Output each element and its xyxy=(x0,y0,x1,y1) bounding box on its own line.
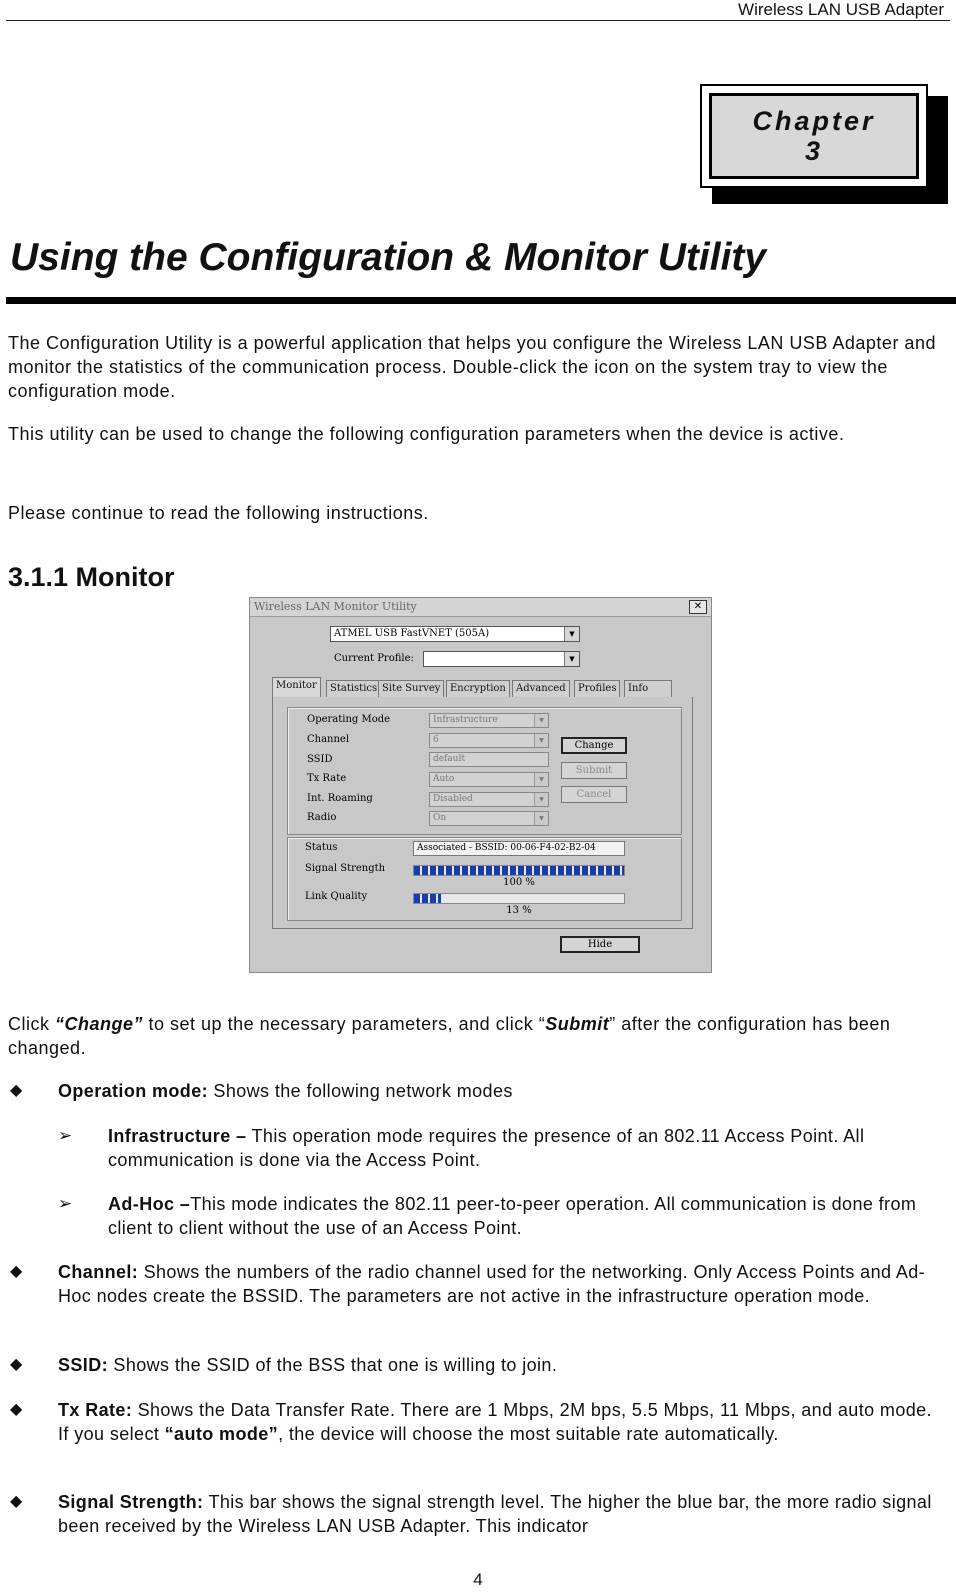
note-text: ” after the configuration has been changed. xyxy=(8,1014,891,1058)
diamond-bullet-icon: ◆ xyxy=(10,1356,23,1373)
intro-paragraph: This utility can be used to change the following configuration parameters when the device is active. xyxy=(8,424,845,444)
profile-label: Current Profile: xyxy=(334,653,414,664)
radio-select[interactable] xyxy=(429,811,549,826)
item-text: Shows the Data Transfer Rate. There are 1 Mbps, 2M bps, 5.5 Mbps, 11 Mbps, and auto mode. If you select xyxy=(58,1400,932,1444)
chevron-down-icon: ▼ xyxy=(534,714,548,727)
tab-info[interactable]: Info xyxy=(624,680,672,697)
close-icon[interactable]: ✕ xyxy=(689,600,707,614)
item-text: This mode indicates the 802.11 peer-to-peer operation. All communication is done from client to client without the use of an Access Point. xyxy=(108,1194,917,1238)
item-text: Shows the numbers of the radio channel used for the networking. Only Access Points and Ad-Hoc nodes create the BSSID. The parameters are not active in the infrastructure operation mode. xyxy=(58,1262,926,1306)
intro-paragraph: The Configuration Utility is a powerful application that helps you configure the Wireless LAN USB Adapter and monitor the statistics of the communication process. Double-click the icon on the system tray to view the configuration mode. xyxy=(8,333,936,401)
field-label: Tx Rate xyxy=(307,773,347,784)
item-term: SSID: xyxy=(58,1355,109,1375)
tx-rate-select[interactable] xyxy=(429,772,549,787)
link-label: Link Quality xyxy=(305,891,368,902)
monitor-panel xyxy=(272,697,693,929)
item-term: Channel: xyxy=(58,1262,139,1282)
click-note xyxy=(8,1012,938,1060)
chevron-down-icon: ▼ xyxy=(564,627,579,641)
item-text: This operation mode requires the presence of an 802.11 Access Point. All communication is done via the Access Point. xyxy=(108,1126,865,1170)
note-text: to set up the necessary parameters, and click “ xyxy=(143,1014,546,1034)
item-term: Infrastructure – xyxy=(108,1126,247,1146)
status-value: Associated - BSSID: 00-06-F4-02-B2-04 xyxy=(413,841,625,856)
channel-select[interactable] xyxy=(429,733,549,748)
chapter-word: Chapter xyxy=(752,106,876,136)
tab-advanced[interactable]: Advanced xyxy=(512,680,570,697)
window-title: Wireless LAN Monitor Utility xyxy=(254,600,417,613)
diamond-bullet-icon: ◆ xyxy=(10,1082,23,1099)
item-term: Ad-Hoc – xyxy=(108,1194,191,1214)
chevron-down-icon: ▼ xyxy=(534,773,548,786)
note-text: Click xyxy=(8,1014,55,1034)
note-submit-term: Submit xyxy=(545,1014,610,1034)
signal-percent: 100 % xyxy=(503,877,535,888)
field-value: 6 xyxy=(433,735,439,745)
chevron-down-icon: ▼ xyxy=(534,793,548,806)
page-number: 4 xyxy=(473,1570,483,1589)
tab-encryption[interactable]: Encryption xyxy=(446,680,510,697)
diamond-bullet-icon: ◆ xyxy=(10,1493,23,1510)
link-percent: 13 % xyxy=(506,905,532,916)
item-text: , the device will choose the most suitable rate automatically. xyxy=(278,1424,779,1444)
chevron-down-icon: ▼ xyxy=(534,734,548,747)
field-label: Operating Mode xyxy=(307,714,391,725)
chapter-box xyxy=(700,84,928,188)
page-title: Using the Configuration & Monitor Utility xyxy=(10,236,767,279)
note-change-term: “Change” xyxy=(55,1014,144,1034)
chevron-down-icon: ▼ xyxy=(534,812,548,825)
arrow-bullet-icon: ➢ xyxy=(58,1194,73,1213)
hide-button[interactable]: Hide xyxy=(560,936,640,953)
link-quality-bar xyxy=(413,893,625,904)
running-header: Wireless LAN USB Adapter xyxy=(738,0,944,19)
item-term: Operation mode: xyxy=(58,1081,209,1101)
item-text: This bar shows the signal strength level. The higher the blue bar, the more radio signal been received by the Wireless LAN USB Adapter. This indicator xyxy=(58,1492,932,1536)
signal-strength-bar xyxy=(413,865,625,876)
chapter-label xyxy=(709,93,919,179)
tab-profiles[interactable]: Profiles xyxy=(574,680,620,697)
profile-select[interactable] xyxy=(423,651,580,667)
diamond-bullet-icon: ◆ xyxy=(10,1401,23,1418)
tab-statistics[interactable]: Statistics xyxy=(326,680,381,697)
item-term: “auto mode” xyxy=(164,1424,279,1444)
chapter-number: 3 xyxy=(804,136,824,166)
item-term: Signal Strength: xyxy=(58,1492,204,1512)
field-label: Channel xyxy=(307,734,350,745)
item-text: Shows the following network modes xyxy=(208,1081,513,1101)
section-heading: 3.1.1 Monitor xyxy=(8,562,175,592)
item-term: Tx Rate: xyxy=(58,1400,133,1420)
field-value: On xyxy=(433,813,447,823)
submit-button[interactable]: Submit xyxy=(561,762,627,779)
signal-strength-fill xyxy=(414,866,624,875)
chevron-down-icon: ▼ xyxy=(564,652,579,666)
title-rule xyxy=(6,297,956,304)
ssid-input[interactable] xyxy=(429,752,549,767)
field-value: Disabled xyxy=(433,794,473,804)
operating-mode-select[interactable] xyxy=(429,713,549,728)
tab-site-survey[interactable]: Site Survey xyxy=(378,680,444,697)
header-rule xyxy=(6,20,950,21)
change-button[interactable]: Change xyxy=(561,737,627,754)
arrow-bullet-icon: ➢ xyxy=(58,1126,73,1145)
intro-paragraph: Please continue to read the following instructions. xyxy=(8,503,429,523)
field-value: Infrastructure xyxy=(433,715,498,725)
window-titlebar xyxy=(250,598,711,617)
signal-label: Signal Strength xyxy=(305,863,386,874)
tab-monitor[interactable]: Monitor xyxy=(272,677,321,698)
field-label: Radio xyxy=(307,812,337,823)
field-label: SSID xyxy=(307,754,333,765)
link-quality-fill xyxy=(414,894,441,903)
monitor-utility-window xyxy=(249,597,712,973)
item-text: Shows the SSID of the BSS that one is willing to join. xyxy=(108,1355,558,1375)
adapter-value: ATMEL USB FastVNET (505A) xyxy=(334,628,490,639)
status-label: Status xyxy=(305,842,338,853)
roaming-select[interactable] xyxy=(429,792,549,807)
field-value: default xyxy=(433,754,466,764)
adapter-select[interactable] xyxy=(330,626,580,642)
field-label: Int. Roaming xyxy=(307,793,373,804)
cancel-button[interactable]: Cancel xyxy=(561,786,627,803)
field-value: Auto xyxy=(433,774,455,784)
diamond-bullet-icon: ◆ xyxy=(10,1263,23,1280)
